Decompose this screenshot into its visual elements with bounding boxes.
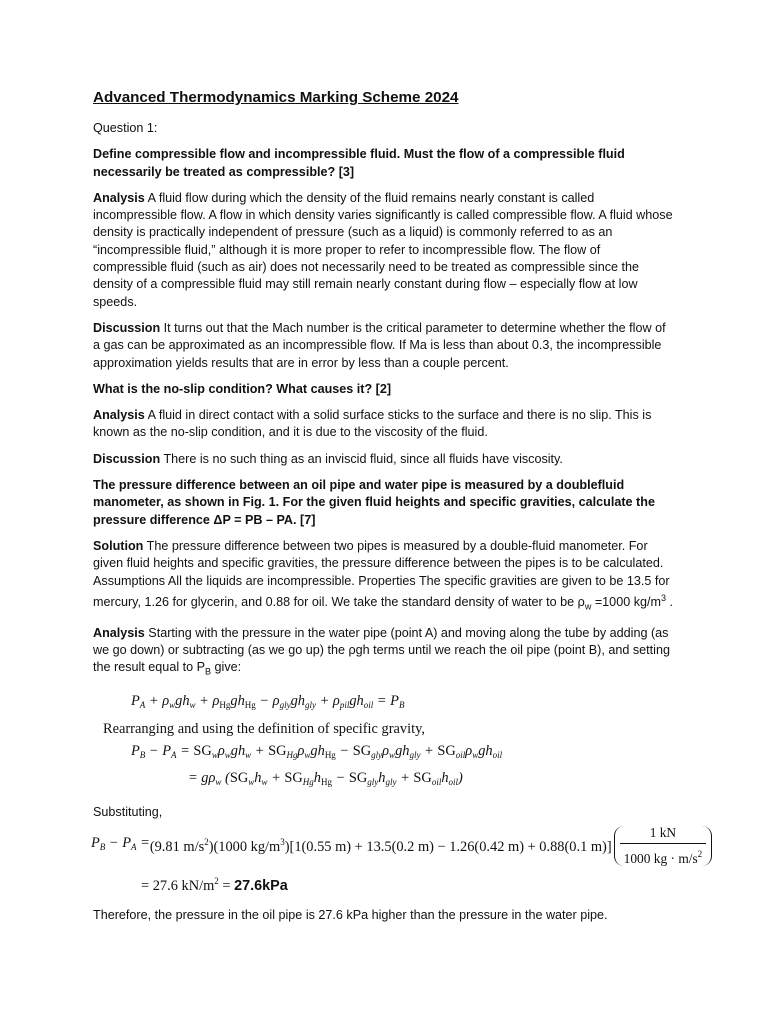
equation-factored: = $g\rho_w$ $(SG_wh_w + SG_{Hg}h_{Hg} - SG_{gly}h_{gly} + SG_{oil}h_{oil})$ [188, 770, 463, 788]
unit-conversion-fraction [614, 826, 713, 866]
discussion-text: It turns out that the Mach number is the critical parameter to determine whether the flow of a gas can be approximated as an incompressible flow. If Ma is less than about 0.3, the incompressible approximation yields results that are in error by less than a couple percent. [93, 320, 666, 370]
rho-subscript: w [584, 601, 592, 612]
analysis-end: give: [211, 660, 242, 675]
q3-solution [93, 538, 676, 616]
q2-discussion [93, 451, 676, 468]
rho-symbol: ρ [577, 595, 585, 610]
discussion-text: There is no such thing as an inviscid fluid, since all fluids have viscosity. [160, 451, 563, 466]
equation-rearranged: $P_B - P_A = SG_w\rho_wgh_w + SG_{Hg}\rho_wgh_{Hg} - SG_{gly}\rho_wgh_{gly} + SG_{oil}\rho_wgh_{oil}$ [131, 743, 503, 761]
q1-prompt: Define compressible flow and incompressible fluid. Must the flow of a compressible fluid necessarily be treated as compressible? [3] [93, 147, 625, 179]
rearranging-text: Rearranging and using the definition of specific gravity, [103, 721, 425, 738]
subst-values: (9.81 $m/s^2)(1000$ $kg/m^3)[1(0.55$ m) + 13.5(0.2 m) − 1.26(0.42 m) + 0.88(0.1 m)] [149, 837, 612, 856]
q2-analysis [93, 407, 676, 442]
analysis-subscript: B [205, 666, 212, 677]
analysis-label: Analysis [93, 408, 145, 423]
analysis-label: Analysis [93, 625, 145, 640]
fraction-denominator: 1000 kg · $m/s^2$ [620, 843, 707, 867]
discussion-label: Discussion [93, 320, 161, 335]
rho-value: =1000 kg/m [591, 595, 661, 610]
q3-prompt: The pressure difference between an oil pipe and water pipe is measured by a doublefluid manometer, as shown in Fig. 1. For the given fluid heights and specific gravities, calculate the pressure difference ΔP = PB – PA. [7] [93, 478, 655, 527]
result-value: 27.6kPa [234, 877, 288, 894]
analysis-text: A fluid in direct contact with a solid surface sticks to the surface and there is no slip. This is known as the no-slip condition, and it is due to the viscosity of the fluid. [93, 408, 652, 440]
fraction-numerator: 1 kN [649, 824, 677, 840]
substituting-label: Substituting, [93, 805, 163, 820]
analysis-label: Analysis [93, 190, 145, 205]
equation-result: = 27.6 $kN/m^2 = 27.6kPa$ [141, 875, 288, 894]
page-title: Advanced Thermodynamics Marking Scheme 2024 [93, 89, 459, 106]
subst-lhs: $P_B - P_A$ = [91, 834, 150, 852]
solution-text: The pressure difference between two pipes is measured by a double-fluid manometer. For given fluid heights and specific gravities, the pressure difference between the pipes is to be calculated. Assumptions All the liquids are incompressible. Properties The specific gravities are given to be 13.5 for mercury, 1.26 for glycerin, and 0.88 for oil. We take the standard density of water to be [93, 538, 670, 610]
q1-analysis [93, 190, 676, 311]
discussion-label: Discussion [93, 451, 161, 466]
q3-conclusion: Therefore, the pressure in the oil pipe is 27.6 kPa higher than the pressure in the water pipe. [93, 907, 608, 922]
equation-substitution [91, 824, 703, 868]
rho-exponent: 3 [661, 592, 667, 603]
q2-prompt: What is the no-slip condition? What causes it? [2] [93, 381, 392, 396]
question-label: Question 1: [93, 121, 158, 135]
q3-analysis [93, 625, 676, 681]
analysis-text: A fluid flow during which the density of the fluid remains nearly constant is called incompressible flow. A flow in which density varies significantly is called compressible flow. A fluid whose density is practically independent of pressure (such as a liquid) is commonly referred to as an “incompressible fluid,” although it is more proper to refer to incompressible flow. The flow of compressible fluid (such as air) does not necessarily need to be treated as compressible since the density of a compressible fluid may still remain nearly constant during flow – especially flow at low speeds. [93, 190, 673, 309]
equation-block [93, 690, 676, 794]
solution-label: Solution [93, 538, 144, 553]
rho-end: . [666, 595, 674, 610]
equation-pressure-balance: $P_A + \rho_wgh_w + \rho_{Hg}gh_{Hg} - \rho_{gly}gh_{gly} + \rho_{pil}gh_{oil} = P_B$ [131, 693, 405, 711]
analysis-text: Starting with the pressure in the water pipe (point A) and moving along the tube by adding (as we go down) or subtracting (as we go up) the ρgh terms until we reach the oil pipe (point B), and setting the result equal to P [93, 625, 670, 675]
q1-discussion [93, 320, 676, 372]
